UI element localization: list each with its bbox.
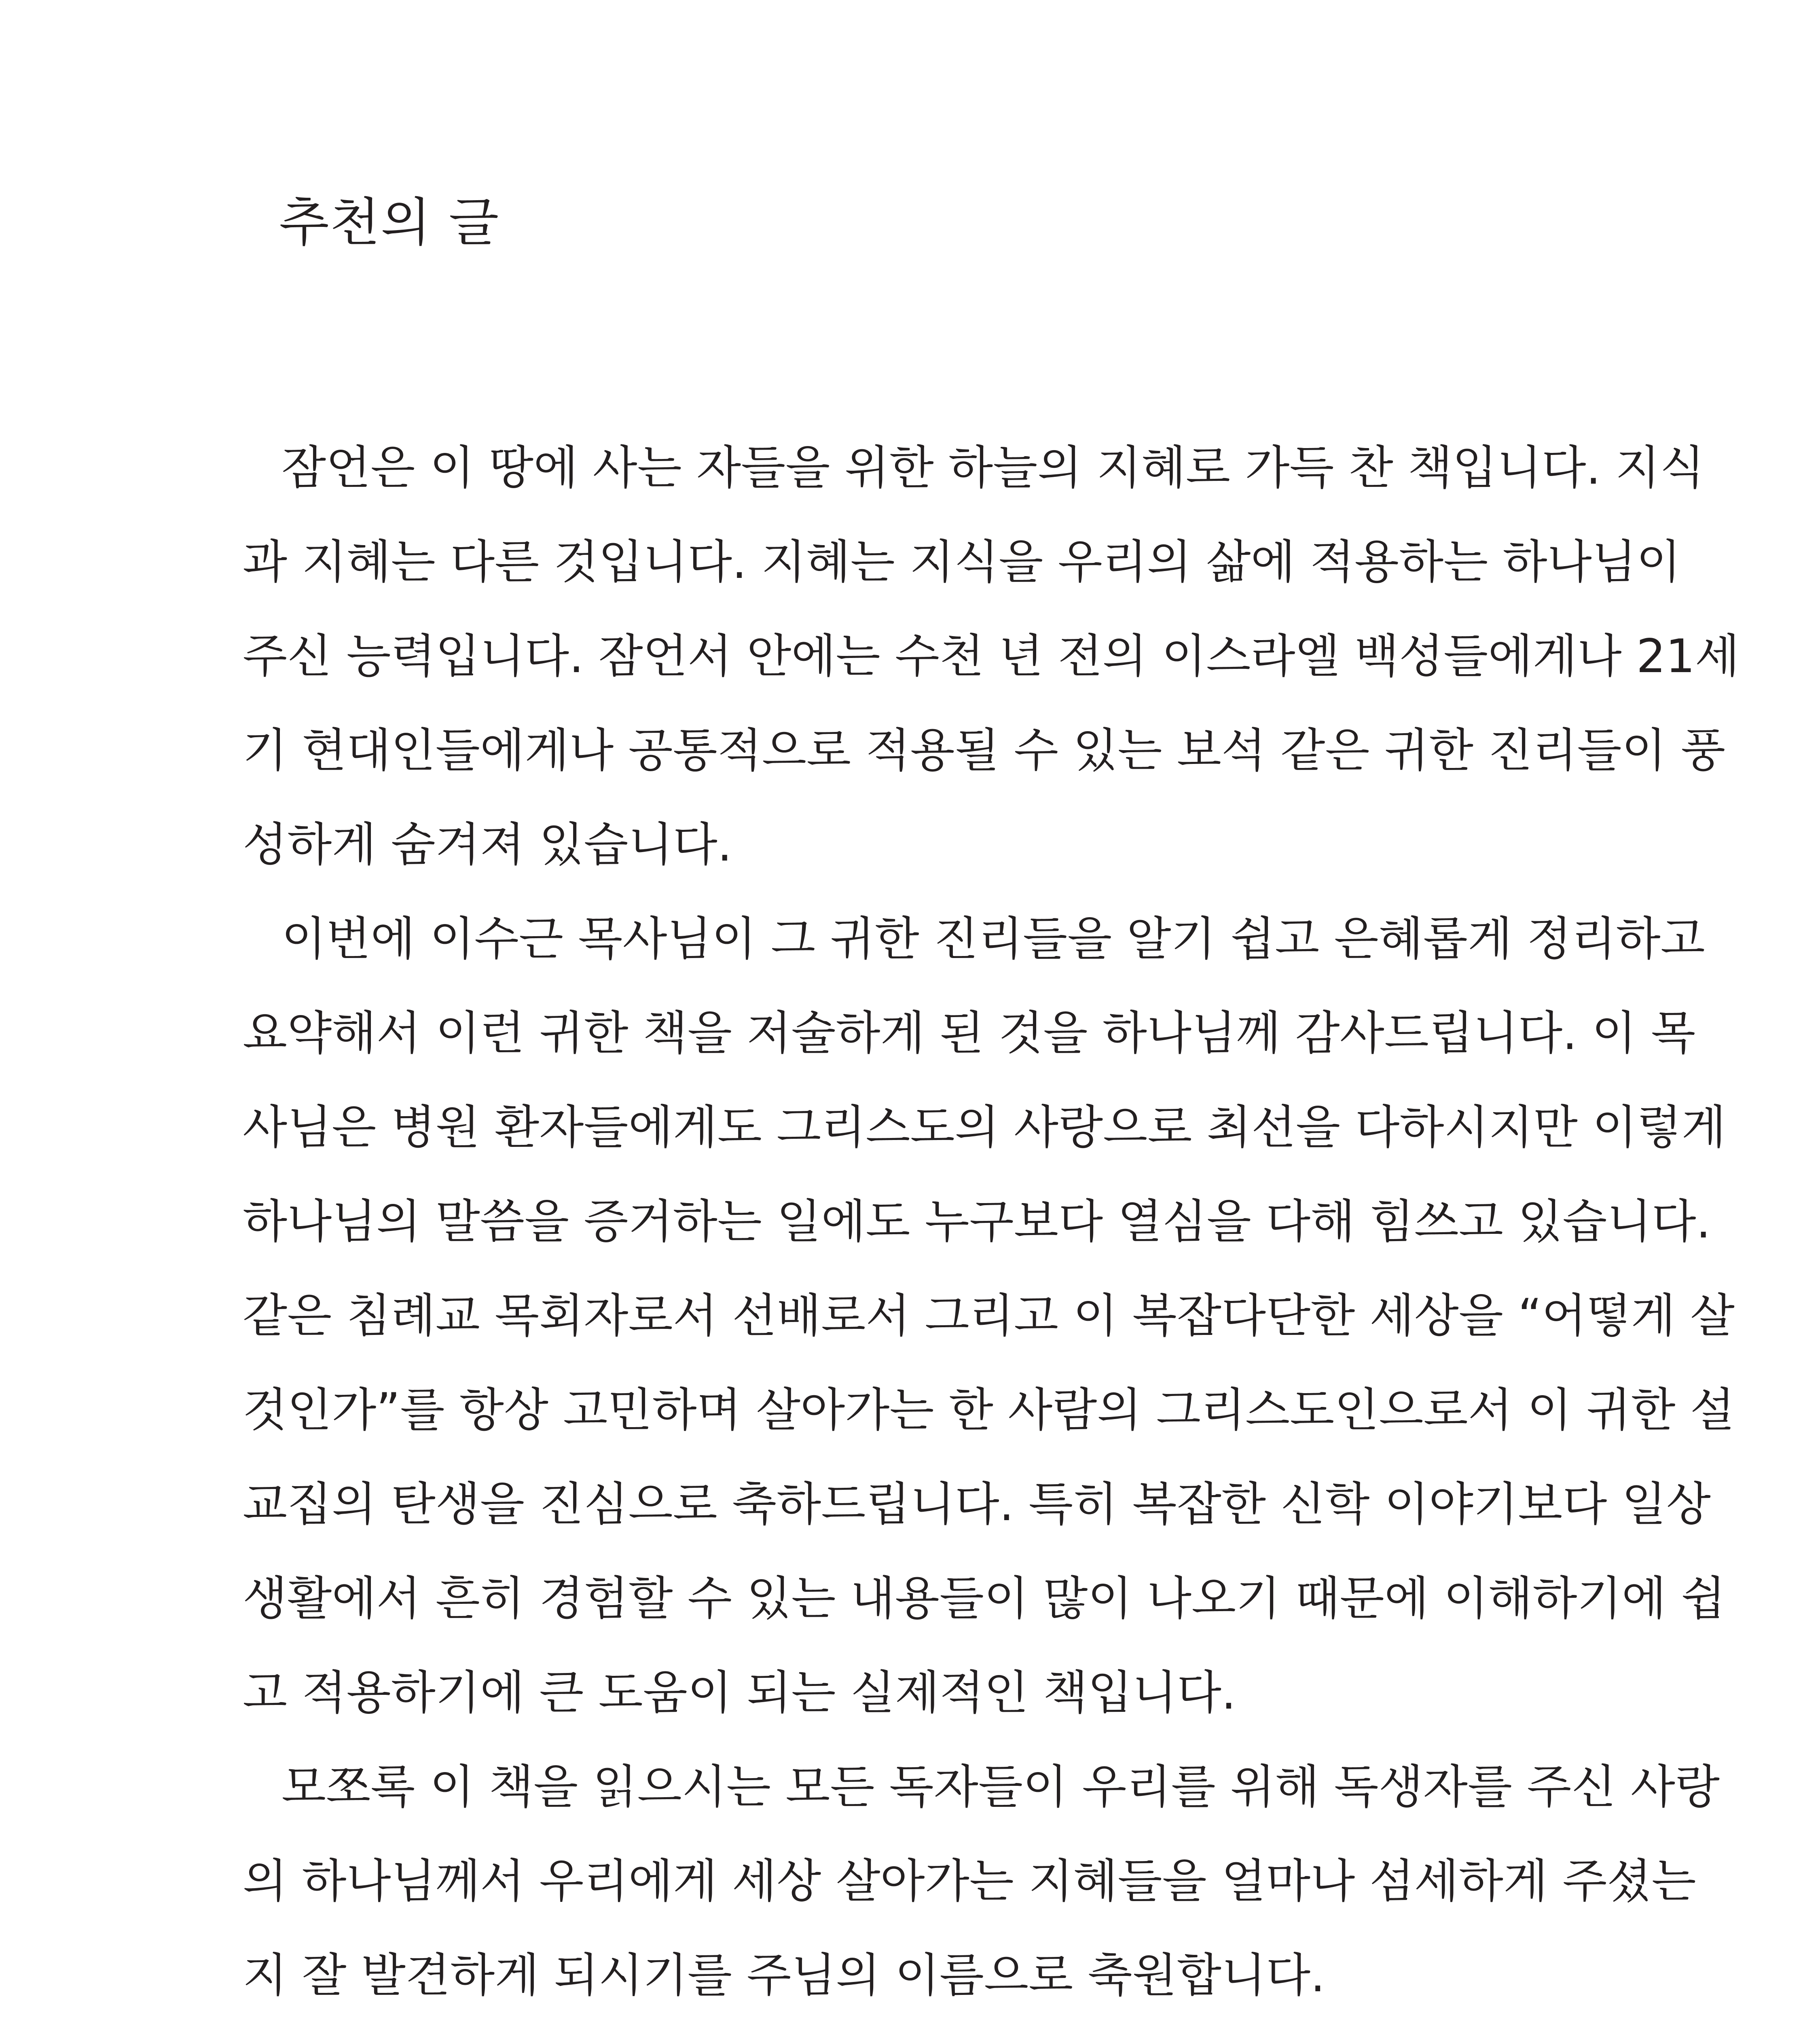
text-line: 기 현대인들에게나 공통적으로 적용될 수 있는 보석 같은 귀한 진리들이 풍 [243,723,1726,777]
paragraph-1 [243,421,1740,892]
paragraph-3 [243,1740,1720,2022]
text-line: 이번에 이수근 목사님이 그 귀한 진리들을 알기 쉽고 은혜롭게 정리하고 [281,912,1705,966]
text-line: 모쪼록 이 책을 읽으시는 모든 독자들이 우리를 위해 독생자를 주신 사랑 [281,1760,1720,1814]
text-line: 지 잘 발견하게 되시기를 주님의 이름으로 축원합니다. [243,1948,1325,2002]
text-line: 고 적용하기에 큰 도움이 되는 실제적인 책입니다. [243,1666,1236,1720]
text-line: 생활에서 흔히 경험할 수 있는 내용들이 많이 나오기 때문에 이해하기에 쉽 [243,1571,1726,1625]
text-line: 하나님의 말씀을 증거하는 일에도 누구보다 열심을 다해 힘쓰고 있습니다. [243,1195,1711,1248]
text-line: 과 지혜는 다른 것입니다. 지혜는 지식을 우리의 삶에 적용하는 하나님이 [243,535,1681,589]
text-line: 잠언은 이 땅에 사는 자들을 위한 하늘의 지혜로 가득 찬 책입니다. 지식 [281,441,1705,495]
text-line: 같은 침례교 목회자로서 선배로서 그리고 이 복잡다단한 세상을 “어떻게 살 [243,1289,1735,1343]
paragraph-2 [243,892,1735,1740]
text-line: 것인가”를 항상 고민하며 살아가는 한 사람의 그리스도인으로서 이 귀한 설 [243,1383,1735,1437]
text-line: 주신 능력입니다. 잠언서 안에는 수천 년 전의 이스라엘 백성들에게나 21세 [243,629,1740,683]
text-line: 성하게 숨겨져 있습니다. [243,818,732,871]
page-title: 추천의 글 [279,192,500,253]
recommendation-body [243,421,1740,2022]
text-line: 교집의 탄생을 진심으로 축하드립니다. 특히 복잡한 신학 이야기보다 일상 [243,1477,1711,1531]
text-line: 요약해서 이런 귀한 책을 저술하게 된 것을 하나님께 감사드립니다. 이 목 [243,1006,1696,1060]
text-line: 사님은 병원 환자들에게도 그리스도의 사랑으로 최선을 다하시지만 이렇게 [243,1100,1726,1154]
text-line: 의 하나님께서 우리에게 세상 살아가는 지혜들을 얼마나 섬세하게 주셨는 [243,1854,1696,1908]
